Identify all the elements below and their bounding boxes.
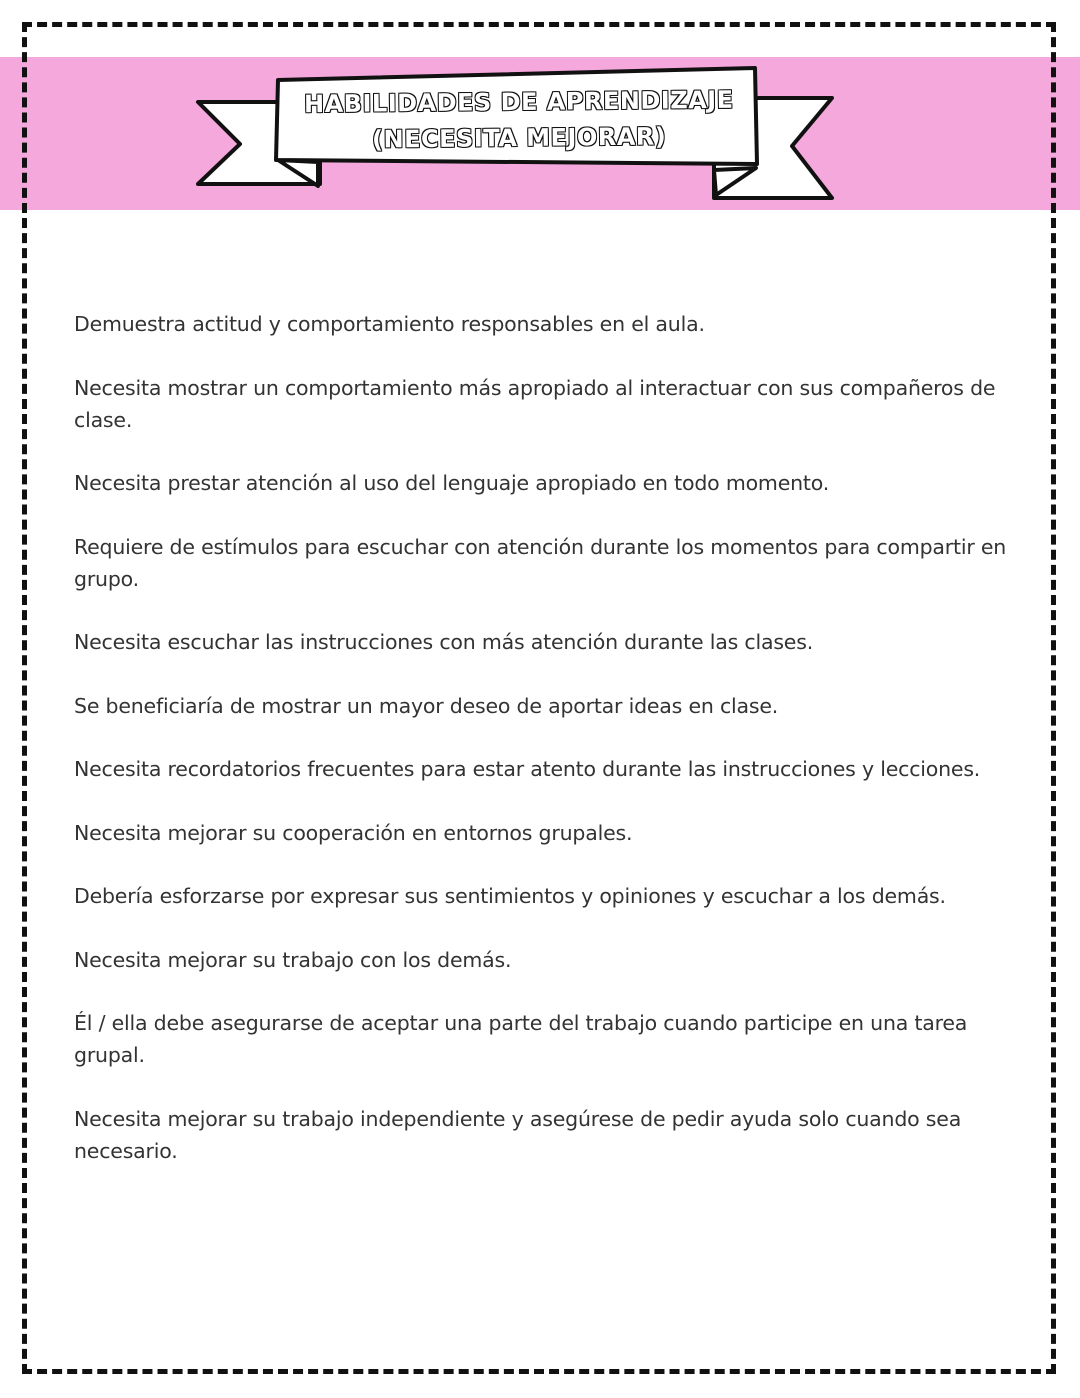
comment-item: Él / ella debe asegurarse de aceptar una parte del trabajo cuando participe en una tarea grupal. xyxy=(74,1011,968,1067)
comment-item: Necesita recordatorios frecuentes para estar atento durante las instrucciones y lecciones. xyxy=(74,757,981,781)
comment-list xyxy=(74,308,1039,1198)
comment-item: Requiere de estímulos para escuchar con atención durante los momentos para compartir en grupo. xyxy=(74,534,1007,591)
page-title xyxy=(280,81,759,158)
comment-item: Se beneficiaría de mostrar un mayor deseo de aportar ideas en clase. xyxy=(74,693,779,718)
comment-item: Necesita escuchar las instrucciones con más atención durante las clases. xyxy=(74,630,814,654)
comment-item: Debería esforzarse por expresar sus sentimientos y opiniones y escuchar a los demás. xyxy=(74,884,946,908)
comment-item: Necesita mostrar un comportamiento más apropiado al interactuar con sus compañeros de clase. xyxy=(74,375,996,432)
comment-item: Necesita mejorar su cooperación en entornos grupales. xyxy=(74,820,633,845)
title-line-1: HABILIDADES DE APRENDIZAJE xyxy=(303,85,734,119)
comment-item: Demuestra actitud y comportamiento responsables en el aula. xyxy=(74,312,705,336)
comment-item: Necesita mejorar su trabajo con los demás. xyxy=(74,947,512,972)
title-line-2: (NECESITA MEJORAR) xyxy=(371,122,667,154)
comment-item: Necesita prestar atención al uso del lenguaje apropiado en todo momento. xyxy=(74,471,830,495)
comment-item: Necesita mejorar su trabajo independiente y asegúrese de pedir ayuda solo cuando sea necesario. xyxy=(74,1106,962,1163)
